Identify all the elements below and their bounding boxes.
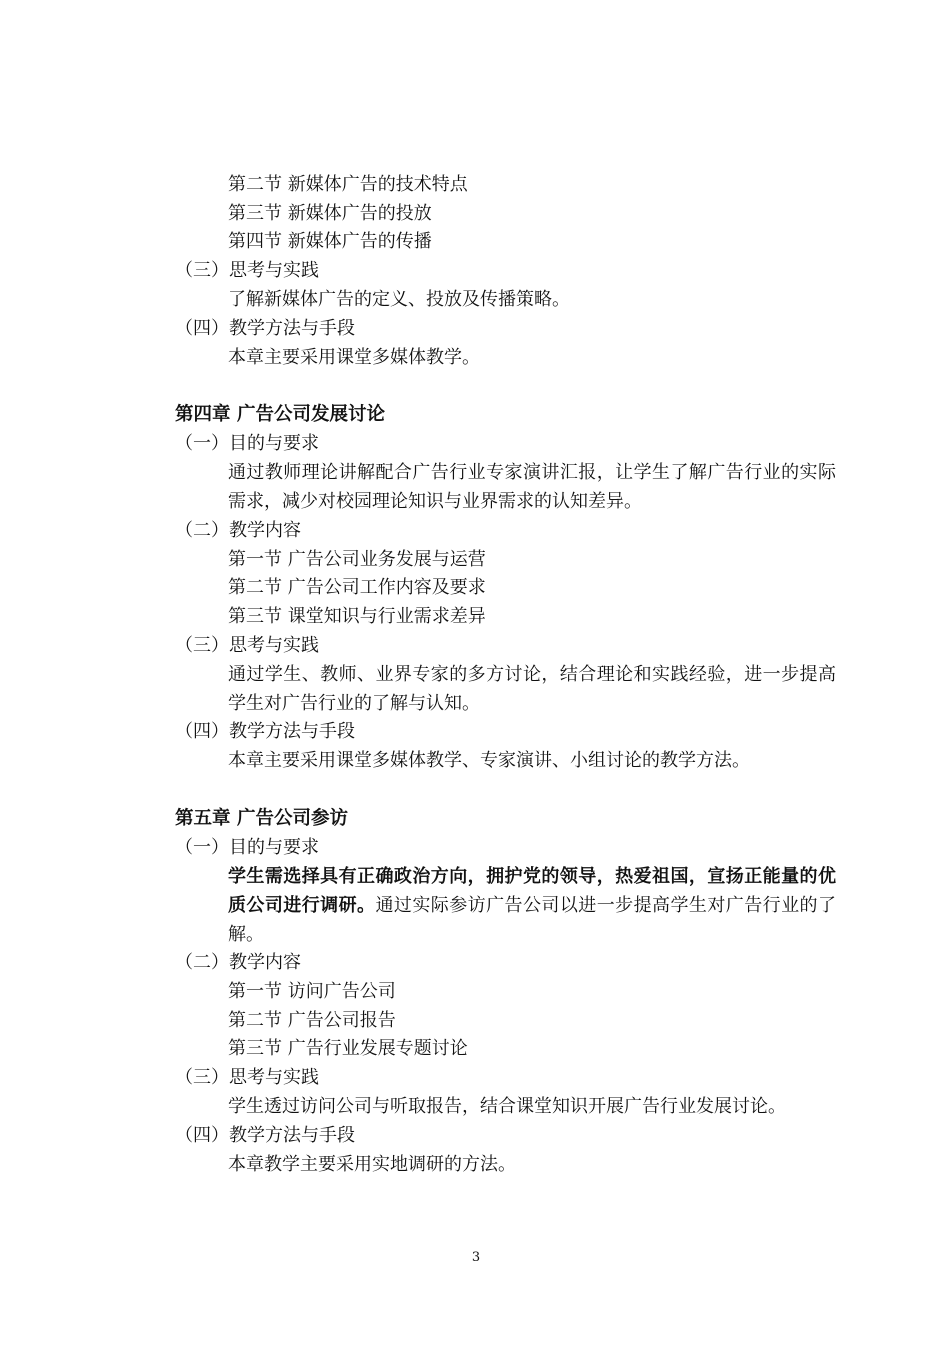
ch3-method-heading: （四）教学方法与手段	[175, 318, 355, 339]
ch4-section-1: 第一节 广告公司业务发展与运营	[228, 549, 486, 570]
ch5-goal-heading: （一）目的与要求	[175, 837, 319, 858]
ch4-practice-heading: （三）思考与实践	[175, 635, 319, 656]
ch5-goal-text-bold: 学生需选择具有正确政治方向，拥护党的领导，热爱祖国，宣扬正能量的优质公司进行调研。	[228, 866, 836, 916]
ch4-title: 第四章 广告公司发展讨论	[175, 404, 385, 425]
ch5-section-2: 第二节 广告公司报告	[228, 1010, 396, 1031]
ch5-goal-text	[228, 862, 836, 949]
ch5-title: 第五章 广告公司参访	[175, 808, 348, 829]
ch5-goal-text-normal: 通过实际参访广告公司以进一步提高学生对广告行业的了解。	[228, 895, 836, 945]
ch3-method-text: 本章主要采用课堂多媒体教学。	[228, 347, 480, 368]
ch4-content-heading: （二）教学内容	[175, 520, 301, 541]
ch3-section-2: 第二节 新媒体广告的技术特点	[228, 174, 468, 195]
ch5-practice-heading: （三）思考与实践	[175, 1067, 319, 1088]
ch3-section-4: 第四节 新媒体广告的传播	[228, 231, 432, 252]
ch4-practice-text: 通过学生、教师、业界专家的多方讨论，结合理论和实践经验，进一步提高学生对广告行业的了解与认知。	[228, 664, 836, 714]
ch5-content-heading: （二）教学内容	[175, 952, 301, 973]
page-number: 3	[471, 1250, 481, 1265]
ch4-method-heading: （四）教学方法与手段	[175, 721, 355, 742]
ch5-method-heading: （四）教学方法与手段	[175, 1125, 355, 1146]
ch4-method-text: 本章主要采用课堂多媒体教学、专家演讲、小组讨论的教学方法。	[228, 750, 750, 771]
ch5-practice-text: 学生透过访问公司与听取报告，结合课堂知识开展广告行业发展讨论。	[228, 1096, 786, 1117]
ch4-section-3: 第三节 课堂知识与行业需求差异	[228, 606, 486, 627]
ch5-section-1: 第一节 访问广告公司	[228, 981, 396, 1002]
ch4-goal-text: 通过教师理论讲解配合广告行业专家演讲汇报，让学生了解广告行业的实际需求，减少对校园理论知识与业界需求的认知差异。	[228, 462, 836, 512]
ch4-section-2: 第二节 广告公司工作内容及要求	[228, 577, 486, 598]
ch5-method-text: 本章教学主要采用实地调研的方法。	[228, 1154, 516, 1175]
ch4-goal-heading: （一）目的与要求	[175, 433, 319, 454]
ch3-practice-text: 了解新媒体广告的定义、投放及传播策略。	[228, 289, 570, 310]
ch3-practice-heading: （三）思考与实践	[175, 260, 319, 281]
ch3-section-3: 第三节 新媒体广告的投放	[228, 203, 432, 224]
ch5-section-3: 第三节 广告行业发展专题讨论	[228, 1038, 468, 1059]
